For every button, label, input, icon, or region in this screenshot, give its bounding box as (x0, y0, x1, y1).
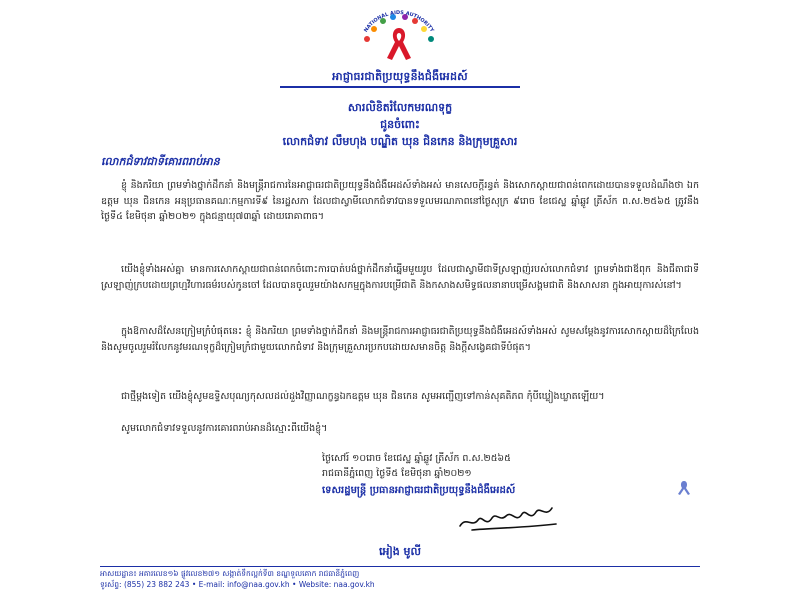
small-ribbon-icon (676, 480, 692, 496)
paragraph-1-text: ខ្ញុំ និងភរិយា ព្រមទាំងថ្នាក់ដឹកនាំ និងមន្ត្រីរាជការនៃអាជ្ញាធរជាតិប្រយុទ្ធនឹងជំងឺអេដស៍ទាំងអស់ មានសេចក្តីរន្ធត់ និងសោកស្តាយជាពន់ពេកដោយបានទទួលដំណឹងថា ឯកឧត្តម ឃុន ជិនកេន អនុប្រធានគណៈកម្មការទី៩ នៃរដ្ឋសភា ដែលជាស្វាមីលោកជំទាវបានទទួលមរណភាពនៅថ្ងៃសុក្រ ៩រោច ខែជេស្ឋ ឆ្នាំឆ្លូវ ត្រីស័ក ព.ស.២៥៦៥ ត្រូវនឹងថ្ងៃទី៤ ខែមិថុនា ឆ្នាំ២០២១ ក្នុងជន្មាយុ៧៣ឆ្នាំ ដោយរោគាពាធ។ (101, 180, 699, 222)
paragraph-5 (101, 421, 699, 437)
date-solar: រាជធានីភ្នំពេញ ថ្ងៃទី៥ ខែមិថុនា ឆ្នាំ២០២១ (322, 468, 472, 479)
document-recipient: លោកជំទាវ លឹមហុង បណ្ឌិត ឃុន ជិនកេន និងក្រុមគ្រួសារ (282, 135, 518, 148)
handwritten-signature (452, 498, 572, 538)
paragraph-3 (101, 324, 699, 355)
naa-logo (343, 6, 455, 66)
footer-contact: ទូរស័ព្ទ: (855) 23 882 243 • E-mail: info@naa.gov.kh • Website: naa.gov.kh (100, 580, 375, 589)
footer-divider (100, 566, 700, 567)
paragraph-4-text: ជាថ្មីម្តងទៀត យើងខ្ញុំសូមឧទ្ទិសបុណ្យកុសលដល់ដួងវិញ្ញាណក្ខន្ធឯកឧត្តម ឃុន ជិនកេន សូមអញ្ជើញទៅកាន់សុគតិភព កុំបីឃ្លៀងឃ្លាតឡើយ។ (121, 391, 605, 402)
document-to: ជូនចំពោះ (380, 118, 420, 131)
date-lunar: ថ្ងៃសៅរ៍ ១០រោច ខែជេស្ឋ ឆ្នាំឆ្លូវ ត្រីស័ក ព.ស.២៥៦៥ (322, 453, 511, 464)
svg-text:NATIONAL AIDS AUTHORITY: NATIONAL AIDS AUTHORITY (363, 9, 435, 34)
header-divider (280, 86, 520, 88)
signer-name: អៀង មូលី (378, 545, 422, 558)
paragraph-4 (101, 389, 699, 405)
paragraph-2-text: យើងខ្ញុំទាំងអស់គ្នា មានការសោកស្តាយជាពន់ពេកចំពោះការបាត់បង់ថ្នាក់ដឹកនាំឆ្នើមមួយរូប ដែលជាស្វាមីជាទីស្រឡាញ់របស់លោកជំទាវ ព្រមទាំងជាឪពុក និងជីតាជាទីស្រឡាញ់ក្របដោយព្រហ្មវិហារធម៌របស់កូនចៅ ដែលបានចូលរួមយ៉ាងសកម្មក្នុងការបម្រើជាតិ និងកសាងសមិទ្ធផលនានាបម្រើសង្គមជាតិ និងសាសនា ក្នុងអាយុការស់នៅ។ (101, 264, 699, 291)
paragraph-3-text: ក្នុងឱកាសដ៏សែនក្រៀមក្រំបំផុតនេះ ខ្ញុំ និងភរិយា ព្រមទាំងថ្នាក់ដឹកនាំ និងមន្ត្រីរាជការអាជ្ញាធរជាតិប្រយុទ្ធនឹងជំងឺអេដស៍ទាំងអស់ សូមសម្តែងនូវការសោកស្តាយដ៏ក្រៃលែង និងសូមចូលរួមរំលែកនូវមរណទុក្ខដ៏ក្រៀមក្រំជាមួយលោកជំទាវ និងក្រុមគ្រួសារប្រកបដោយសមានចិត្ត និងក្តីសង្វេគជាទីបំផុត។ (101, 326, 699, 353)
org-name: អាជ្ញាធរជាតិប្រយុទ្ធនឹងជំងឺអេដស៍ (332, 70, 468, 83)
document-title: សារលិខិតរំលែកមរណទុក្ខ (347, 101, 453, 114)
paragraph-5-text: សូមលោកជំទាវទទួលនូវការគោរពរាប់អានដ៏ស្មោះពីយើងខ្ញុំ។ (121, 423, 328, 434)
footer-address: អាសយដ្ឋាន៖ អគារលេខ១៦ ផ្លូវលេខ២៧១ សង្កាត់ទឹកល្អក់ទី៣ ខណ្ឌទួលគោក រាជធានីភ្នំពេញ (100, 569, 360, 578)
salutation: លោកជំទាវជាទីគោរពរាប់អាន (101, 155, 220, 168)
signer-title: ទេសរដ្ឋមន្ត្រី ប្រធានអាជ្ញាធរជាតិប្រយុទ្ធនឹងជំងឺអេដស៍ (322, 485, 516, 496)
paragraph-2 (101, 262, 699, 293)
red-ribbon-icon (343, 6, 455, 66)
paragraph-1 (101, 178, 699, 225)
